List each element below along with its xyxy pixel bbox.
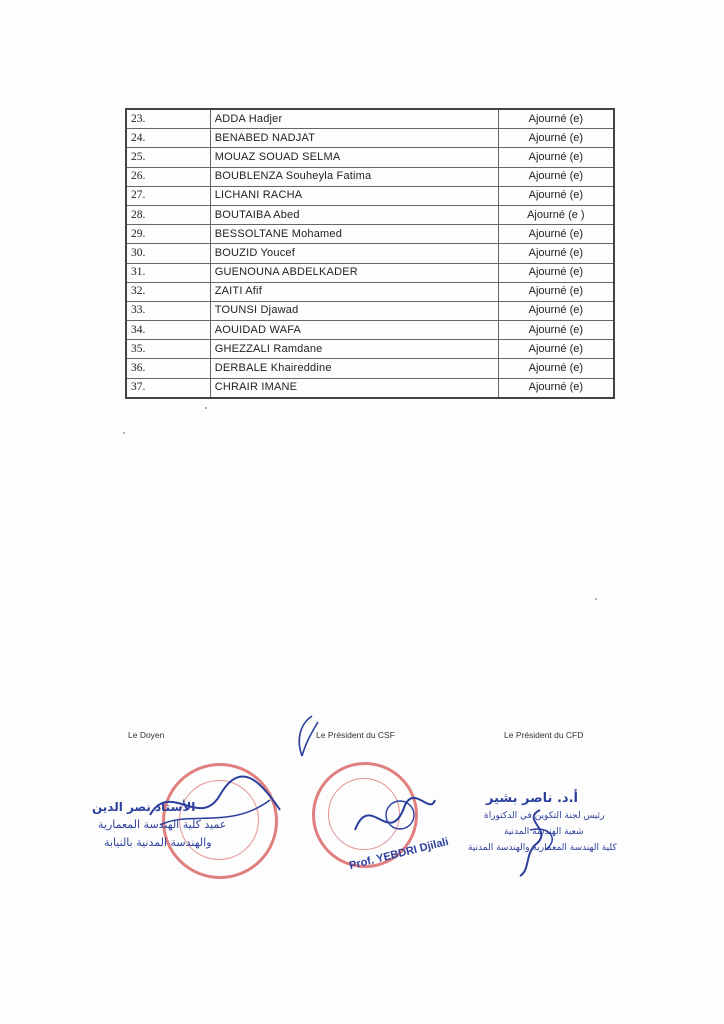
table-row bbox=[126, 148, 614, 167]
results-table bbox=[125, 108, 615, 399]
table-row bbox=[126, 167, 614, 186]
result-status: Ajourné (e) bbox=[498, 282, 614, 301]
table-row bbox=[126, 129, 614, 148]
result-status: Ajourné (e) bbox=[498, 378, 614, 398]
table-row bbox=[126, 321, 614, 340]
table-row bbox=[126, 282, 614, 301]
student-name: DERBALE Khaireddine bbox=[210, 359, 498, 378]
student-name: BOUZID Youcef bbox=[210, 244, 498, 263]
result-status: Ajourné (e) bbox=[498, 340, 614, 359]
student-name: GUENOUNA ABDELKADER bbox=[210, 263, 498, 282]
result-status: Ajourné (e) bbox=[498, 186, 614, 205]
cfd-faculty-text: كلية الهندسة المعمارية والهندسة المدنية bbox=[468, 843, 617, 853]
cfd-label: Le Président du CFD bbox=[504, 730, 584, 740]
student-name: BENABED NADJAT bbox=[210, 129, 498, 148]
row-number: 36. bbox=[126, 359, 210, 378]
table-row bbox=[126, 378, 614, 398]
table-row bbox=[126, 205, 614, 224]
result-status: Ajourné (e) bbox=[498, 129, 614, 148]
result-status: Ajourné (e) bbox=[498, 167, 614, 186]
cfd-name-text: أ.د. ناصر بشير bbox=[486, 791, 578, 806]
result-status: Ajourné (e) bbox=[498, 148, 614, 167]
doyen-name-text: الأستاذ نصر الدين bbox=[92, 800, 196, 814]
row-number: 37. bbox=[126, 378, 210, 398]
doyen-title-text-2: والهندسة المدنية بالنيابة bbox=[104, 836, 212, 849]
row-number: 27. bbox=[126, 186, 210, 205]
result-status: Ajourné (e ) bbox=[498, 205, 614, 224]
result-status: Ajourné (e) bbox=[498, 359, 614, 378]
cfd-dept-text: شعبة الهندسة المدنية bbox=[504, 827, 584, 837]
row-number: 24. bbox=[126, 129, 210, 148]
row-number: 26. bbox=[126, 167, 210, 186]
row-number: 28. bbox=[126, 205, 210, 224]
row-number: 33. bbox=[126, 301, 210, 320]
student-name: BESSOLTANE Mohamed bbox=[210, 225, 498, 244]
scan-speck bbox=[123, 432, 125, 434]
row-number: 34. bbox=[126, 321, 210, 340]
student-name: GHEZZALI Ramdane bbox=[210, 340, 498, 359]
table-row bbox=[126, 340, 614, 359]
student-name: BOUTAIBA Abed bbox=[210, 205, 498, 224]
student-name: LICHANI RACHA bbox=[210, 186, 498, 205]
student-name: MOUAZ SOUAD SELMA bbox=[210, 148, 498, 167]
cfd-title-text: رئيس لجنة التكوين في الدكتوراة bbox=[484, 811, 605, 821]
table-row bbox=[126, 263, 614, 282]
table-row bbox=[126, 109, 614, 129]
results-table-body bbox=[126, 109, 614, 398]
row-number: 32. bbox=[126, 282, 210, 301]
doyen-title-text: عميد كلية الهندسة المعمارية bbox=[98, 818, 227, 831]
result-status: Ajourné (e) bbox=[498, 244, 614, 263]
row-number: 31. bbox=[126, 263, 210, 282]
student-name: CHRAIR IMANE bbox=[210, 378, 498, 398]
student-name: AOUIDAD WAFA bbox=[210, 321, 498, 340]
csf-name-text: Prof. YEBDRI Djilali bbox=[348, 835, 450, 873]
table-row bbox=[126, 186, 614, 205]
result-status: Ajourné (e) bbox=[498, 301, 614, 320]
student-name: ZAITI Afif bbox=[210, 282, 498, 301]
table-row bbox=[126, 301, 614, 320]
result-status: Ajourné (e) bbox=[498, 263, 614, 282]
result-status: Ajourné (e) bbox=[498, 321, 614, 340]
student-name: TOUNSI Djawad bbox=[210, 301, 498, 320]
row-number: 30. bbox=[126, 244, 210, 263]
row-number: 25. bbox=[126, 148, 210, 167]
student-name: ADDA Hadjer bbox=[210, 109, 498, 129]
row-number: 23. bbox=[126, 109, 210, 129]
student-name: BOUBLENZA Souheyla Fatima bbox=[210, 167, 498, 186]
row-number: 35. bbox=[126, 340, 210, 359]
result-status: Ajourné (e) bbox=[498, 225, 614, 244]
result-status: Ajourné (e) bbox=[498, 109, 614, 129]
row-number: 29. bbox=[126, 225, 210, 244]
scan-speck bbox=[205, 407, 207, 409]
scan-speck bbox=[595, 598, 597, 600]
doyen-label: Le Doyen bbox=[128, 730, 165, 740]
table-row bbox=[126, 225, 614, 244]
csf-label: Le Président du CSF bbox=[316, 730, 395, 740]
table-row bbox=[126, 359, 614, 378]
csf-initial-mark bbox=[292, 712, 322, 762]
table-row bbox=[126, 244, 614, 263]
